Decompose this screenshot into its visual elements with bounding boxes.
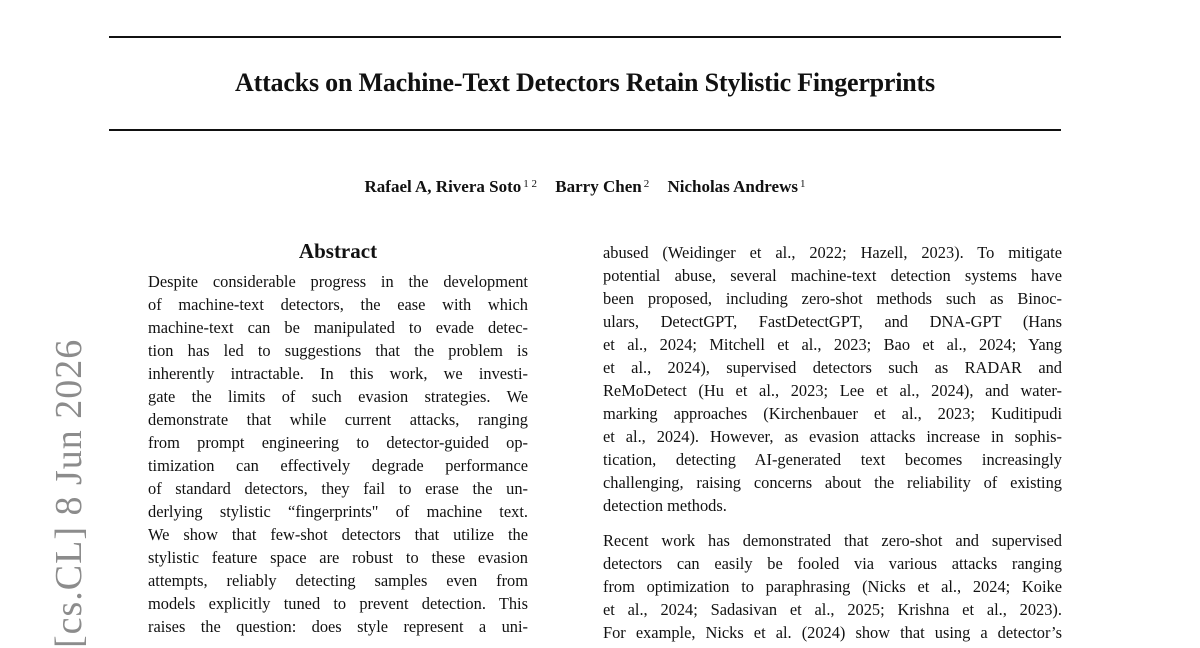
body-line: et al., 2024; Mitchell et al., 2023; Bao et al., 2024; Yang [603, 335, 1062, 354]
abstract-line: attempts, reliably detecting samples even from [148, 571, 528, 590]
body-line: Recent work has demonstrated that zero-shot and supervised [603, 531, 1062, 550]
author-3 [667, 177, 805, 196]
abstract-line: stylistic feature space are robust to these evasion [148, 548, 528, 567]
title-bottom-rule [109, 129, 1061, 131]
body-line: detectors can easily be fooled via various attacks ranging [603, 554, 1062, 573]
author-affiliation: 2 [643, 178, 650, 190]
abstract-line: inherently intractable. In this work, we investi- [148, 364, 528, 383]
body-line: detection methods. [603, 496, 727, 515]
body-line: marking approaches (Kirchenbauer et al., 2023; Kuditipudi [603, 404, 1062, 423]
intro-paragraph-2 [603, 529, 1062, 644]
body-line: been proposed, including zero-shot methods such as Binoc- [603, 289, 1062, 308]
body-line: abused (Weidinger et al., 2022; Hazell, 2023). To mitigate [603, 243, 1062, 262]
body-line: et al., 2024). However, as evasion attacks increase in sophis- [603, 427, 1062, 446]
intro-paragraph-1 [603, 241, 1062, 517]
body-line: ReMoDetect (Hu et al., 2023; Lee et al., 2024), and water- [603, 381, 1062, 400]
abstract-heading: Abstract [298, 239, 378, 263]
abstract-line: derlying stylistic “fingerprints" of machine text. [148, 502, 528, 521]
abstract-line: We show that few-shot detectors that utilize the [148, 525, 528, 544]
body-line: from optimization to paraphrasing (Nicks et al., 2024; Koike [603, 577, 1062, 596]
abstract-line: raises the question: does style represent a uni- [148, 617, 528, 636]
author-name: Rafael A, Rivera Soto [364, 177, 522, 196]
body-line: For example, Nicks et al. (2024) show that using a detector’s [603, 623, 1062, 642]
body-line: tication, detecting AI-generated text becomes increasingly [603, 450, 1062, 469]
abstract-line: tion has led to suggestions that the problem is [148, 341, 528, 360]
author-affiliation: 1 [799, 178, 806, 190]
abstract-line: from prompt engineering to detector-guided op- [148, 433, 528, 452]
paper-title: Attacks on Machine-Text Detectors Retain Stylistic Fingerprints [235, 68, 935, 97]
author-1 [365, 177, 538, 196]
abstract-body [148, 270, 528, 638]
body-line: et al., 2024), supervised detectors such as RADAR and [603, 358, 1062, 377]
abstract-line: Despite considerable progress in the development [148, 272, 528, 291]
author-list [109, 173, 1061, 198]
author-name: Nicholas Andrews [667, 177, 798, 196]
title-top-rule [109, 36, 1061, 38]
abstract-line: models explicitly tuned to prevent detection. This [148, 594, 528, 613]
body-line: et al., 2024; Sadasivan et al., 2025; Krishna et al., 2023). [603, 600, 1062, 619]
abstract-line: machine-text can be manipulated to evade detec- [148, 318, 528, 337]
abstract-line: timization can effectively degrade performance [148, 456, 528, 475]
author-name: Barry Chen [555, 177, 642, 196]
abstract-line: of machine-text detectors, the ease with which [148, 295, 528, 314]
intro-body [603, 241, 1062, 644]
abstract-line: of standard detectors, they fail to erase the un- [148, 479, 528, 498]
author-2 [555, 177, 649, 196]
abstract-line: demonstrate that while current attacks, ranging [148, 410, 528, 429]
author-affiliation: 1 2 [523, 178, 538, 190]
body-line: challenging, raising concerns about the reliability of existing [603, 473, 1062, 492]
body-line: potential abuse, several machine-text detection systems have [603, 266, 1062, 285]
abstract-line: gate the limits of such evasion strategies. We [148, 387, 528, 406]
paragraph-gap [603, 517, 1062, 529]
body-line: ulars, DetectGPT, FastDetectGPT, and DNA-GPT (Hans [603, 312, 1062, 331]
arxiv-margin-stamp: [cs.CL] 8 Jun 2026 [48, 338, 90, 648]
